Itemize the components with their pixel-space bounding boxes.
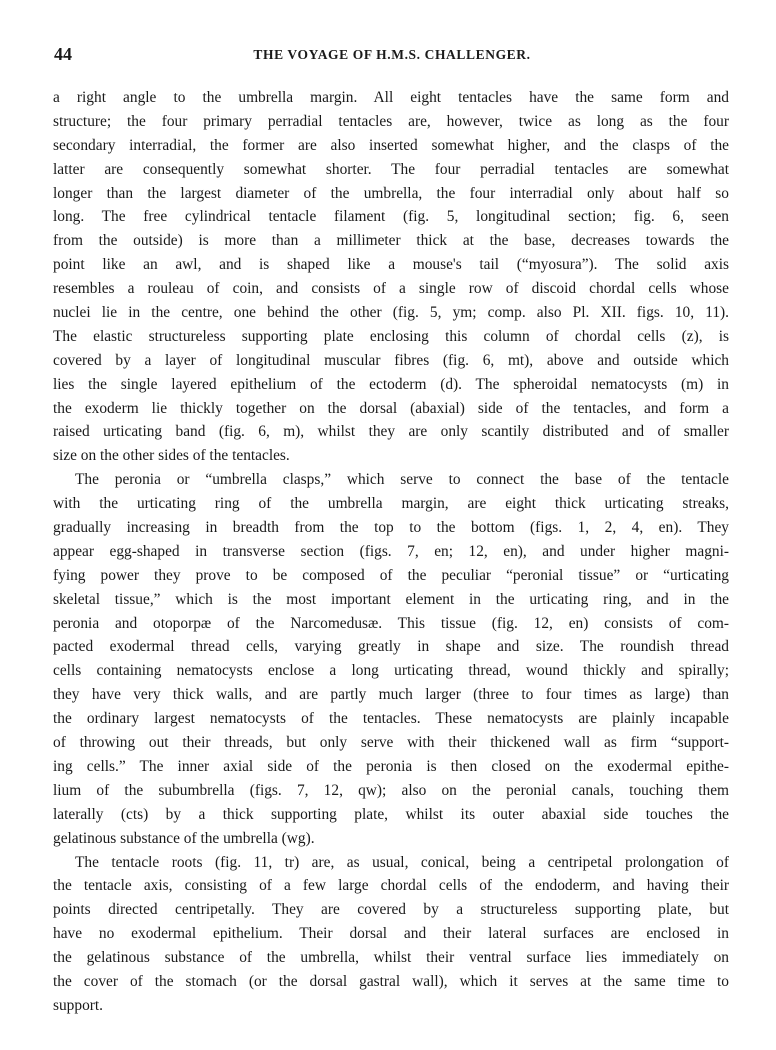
text-line: the cover of the stomach (or the dorsal gastral wall), which it serves at the same time to (53, 972, 729, 990)
text-line: with the urticating ring of the umbrella margin, are eight thick urticating streaks, (53, 495, 729, 513)
text-line: lium of the subumbrella (figs. 7, 12, qw); also on the peronial canals, touching them (53, 781, 729, 799)
text-line: appear egg-shaped in transverse section (figs. 7, en; 12, en), and under higher magni- (53, 542, 729, 560)
text-line: nuclei lie in the centre, one behind the other (fig. 5, ym; comp. also Pl. XII. figs. 10, 11). (53, 304, 729, 322)
text-line: they have very thick walls, and are partly much larger (three to four times as large) than (53, 686, 729, 704)
text-line: a right angle to the umbrella margin. All eight tentacles have the same form and (53, 89, 729, 106)
page-header (54, 44, 730, 68)
text-line: points directed centripetally. They are covered by a structureless supporting plate, but (53, 901, 729, 919)
text-line: laterally (cts) by a thick supporting plate, whilst its outer abaxial side touches the (53, 805, 729, 823)
text-line: ing cells.” The inner axial side of the peronia is then closed on the exodermal epithe- (53, 757, 729, 775)
text-line: longer than the largest diameter of the umbrella, the four interradial only about half so (53, 184, 729, 202)
text-line: from the outside) is more than a millimeter thick at the base, decreases towards the (53, 232, 729, 250)
body-text (53, 86, 729, 1018)
text-line: the ordinary largest nematocysts of the tentacles. These nematocysts are plainly incapable (53, 710, 729, 728)
text-line: structure; the four primary perradial tentacles are, however, twice as long as the four (53, 112, 729, 130)
running-head: THE VOYAGE OF H.M.S. CHALLENGER. (253, 47, 531, 62)
text-line: gelatinous substance of the umbrella (wg). (53, 829, 315, 847)
text-line: peronia and otoporpæ of the Narcomedusæ. This tissue (fig. 12, en) consists of com- (53, 614, 729, 632)
text-line: size on the other sides of the tentacles. (53, 447, 290, 465)
text-line: pacted exodermal thread cells, varying greatly in shape and size. The roundish thread (53, 638, 729, 656)
paragraph (53, 468, 729, 850)
text-line: long. The free cylindrical tentacle filament (fig. 5, longitudinal section; fig. 6, seen (53, 208, 729, 226)
text-line: lies the single layered epithelium of the ectoderm (d). The spheroidal nematocysts (m) in (53, 375, 729, 393)
text-line: The elastic structureless supporting plate enclosing this column of chordal cells (z), is (53, 327, 729, 345)
paragraph (53, 851, 729, 1018)
text-line: the exoderm lie thickly together on the dorsal (abaxial) side of the tentacles, and form a (53, 399, 729, 417)
page-number: 44 (54, 44, 72, 64)
text-line: The tentacle roots (fig. 11, tr) are, as usual, conical, being a centripetal prolongation of (75, 853, 729, 871)
text-line: of throwing out their threads, but only serve with their thickened wall as firm “support- (53, 734, 729, 752)
text-line: have no exodermal epithelium. Their dorsal and their lateral surfaces are enclosed in (53, 925, 729, 943)
text-line: skeletal tissue,” which is the most important element in the urticating ring, and in the (53, 590, 729, 608)
paragraph (53, 86, 729, 468)
text-line: gradually increasing in breadth from the top to the bottom (figs. 1, 2, 4, en). They (53, 519, 729, 537)
text-line: point like an awl, and is shaped like a mouse's tail (“myosura”). The solid axis (53, 256, 729, 274)
text-line: covered by a layer of longitudinal muscular fibres (fig. 6, mt), above and outside which (53, 351, 729, 369)
text-line: resembles a rouleau of coin, and consists of a single row of discoid chordal cells whose (53, 280, 729, 298)
text-line: raised urticating band (fig. 6, m), whilst they are only scantily distributed and of smaller (53, 423, 729, 441)
text-line: the tentacle axis, consisting of a few large chordal cells of the endoderm, and having their (53, 877, 729, 895)
text-line: the gelatinous substance of the umbrella, whilst their ventral surface lies immediately on (53, 949, 729, 967)
text-line: support. (53, 996, 104, 1014)
text-line: fying power they prove to be composed of the peculiar “peronial tissue” or “urticating (53, 566, 729, 584)
text-line: latter are consequently somewhat shorter. The four perradial tentacles are somewhat (53, 160, 729, 178)
text-line: cells containing nematocysts enclose a long urticating thread, wound thickly and spirally; (53, 662, 729, 680)
text-line: The peronia or “umbrella clasps,” which serve to connect the base of the tentacle (75, 471, 729, 489)
text-line: secondary interradial, the former are also inserted somewhat higher, and the clasps of the (53, 136, 729, 154)
